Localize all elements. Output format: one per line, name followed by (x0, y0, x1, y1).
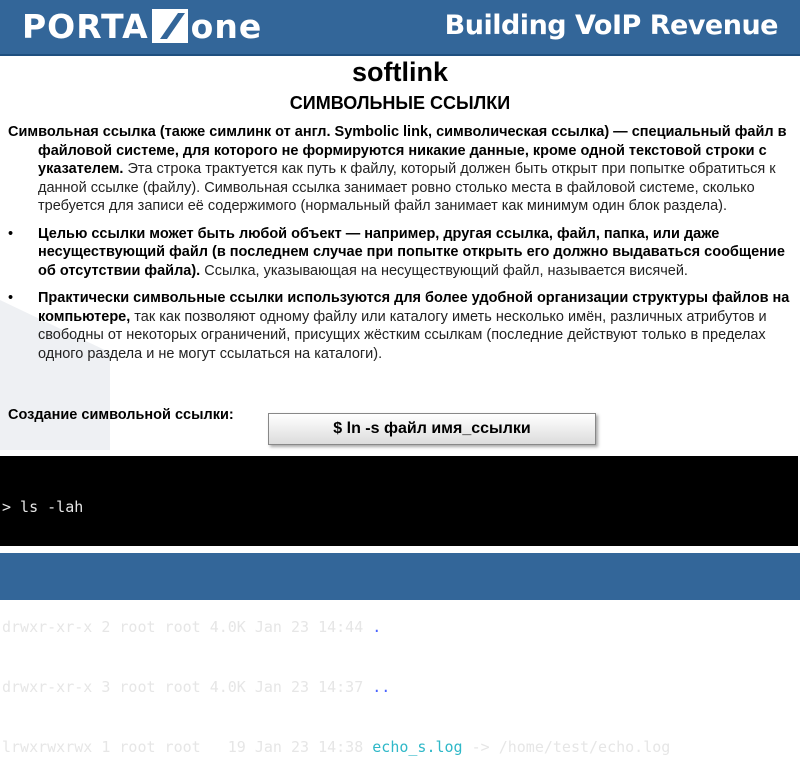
slide-subtitle: СИМВОЛЬНЫЕ ССЫЛКИ (289, 93, 511, 113)
intro-bold-text: Символьная ссылка (также симлинк от англ. Symbolic link, символическая ссылка) — специальный файл в файловой системе, для которого не формируются никакие данные, кроме одной текстовой строки с указателем. (8, 124, 787, 177)
bullet-normal-text: так как позволяют одному файлу или каталогу иметь несколько имён, различных атрибутов и свободны от некоторых ограничений, присущих жёстким ссылкам (последние действуют только в пределах одного раздела и не могут ссылаться на каталоги). (38, 308, 767, 362)
terminal-row (2, 617, 798, 637)
intro-normal-text: Эта строка трактуется как путь к файлу, который должен быть открыт при попытке обратиться к данной ссылке (файлу). Символьная ссылка занимает ровно столько места в файловой системе, сколько требуется для записи её содержимого (нормальный файл занимает как минимум один блок раздела). (38, 161, 776, 214)
footer-bar (0, 553, 800, 600)
terminal-output (0, 456, 798, 756)
portaone-logo (22, 6, 262, 46)
terminal-row-prefix: lrwxrwxrwx 1 root root 19 Jan 23 14:38 (2, 738, 373, 756)
create-symlink-label: Создание символьной ссылки: (8, 407, 234, 423)
header-tagline: Building VoIP Revenue (444, 10, 778, 41)
intro-paragraph (8, 123, 790, 216)
logo-mark-icon (152, 9, 188, 43)
terminal-prompt-line: > ls -lah (2, 498, 84, 516)
bullet-marker: • (8, 225, 14, 242)
bullet-item (8, 289, 790, 363)
slide-title: softlink (351, 57, 448, 87)
bullet-bold-text: Целью ссылки может быть любой объект — например, другая ссылка, файл, папка, или даже несуществующий файл (в последнем случае при попытке открыть его должно выдаваться сообщение об отсутствии файла). (38, 225, 785, 279)
terminal-row-prefix: drwxr-xr-x 2 root root 4.0K Jan 23 14:44 (2, 618, 373, 636)
terminal-row-name: . (372, 618, 382, 636)
header-bar (0, 0, 800, 54)
bullet-item (8, 225, 790, 281)
bullet-normal-text: Ссылка, указывающая на несуществующий файл, называется висячей. (200, 262, 688, 279)
terminal-row-name: .. (372, 678, 391, 696)
bullet-marker: • (8, 290, 14, 306)
header-divider (0, 54, 800, 56)
terminal-row-prefix: drwxr-xr-x 3 root root 4.0K Jan 23 14:37 (2, 678, 373, 696)
logo-text-right: one (190, 6, 263, 46)
terminal-row-name: echo_s.log (372, 738, 463, 756)
terminal-row-suffix: -> /home/test/echo.log (462, 738, 671, 756)
command-box: $ ln -s файл имя_ссылки (268, 413, 596, 445)
bullet-bold-text: Практически символьные ссылки используются для более удобной организации структуры файлов на компьютере, (38, 290, 790, 325)
terminal-row (2, 737, 798, 757)
terminal-row (2, 677, 798, 697)
logo-text-left: PORTA (22, 6, 149, 46)
slide-body (8, 123, 790, 372)
